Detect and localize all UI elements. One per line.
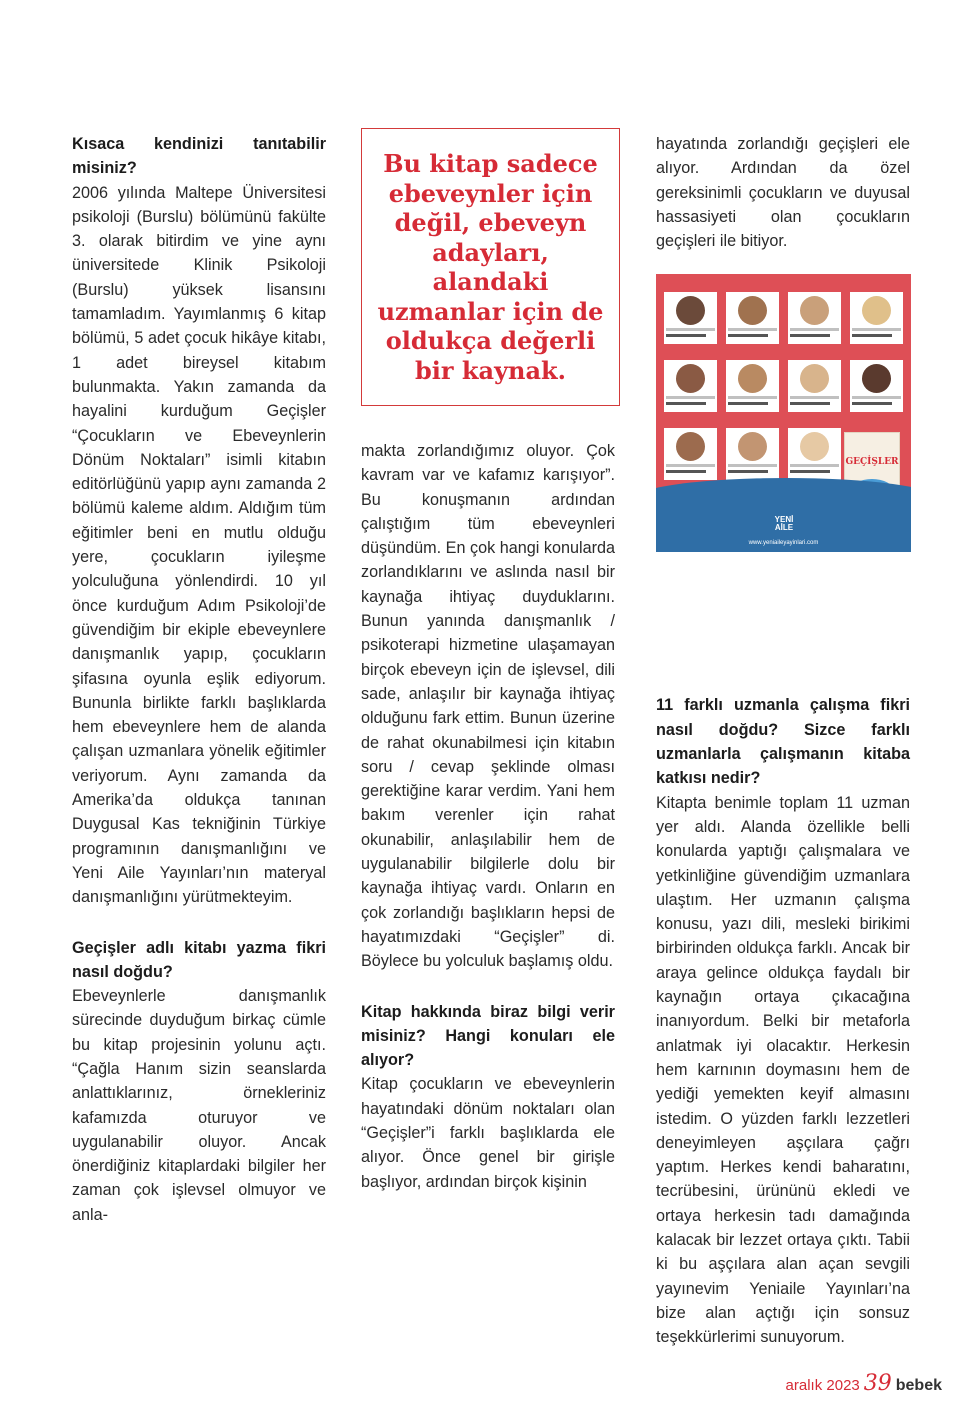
pull-quote: Bu kitap sadece ebeveynler için değil, ebeveyn adayları, alandaki uzmanlar için de oldukça değerli bir kaynak.: [377, 149, 604, 385]
caption-line: [790, 470, 830, 473]
caption-line: [728, 396, 777, 399]
caption-line: [852, 402, 892, 405]
caption-line: [790, 328, 839, 331]
expert-photo: [738, 432, 767, 461]
publisher-logo: [768, 516, 800, 532]
question-heading: 11 farklı uzmanla çalışma fikri nasıl doğdu? Sizce farklı uzmanlarla çalışmanın kitaba katkısı nedir?: [656, 696, 910, 788]
expert-card: [850, 360, 903, 412]
caption-line: [728, 464, 777, 467]
logo-line: AİLE: [774, 523, 794, 532]
caption-line: [852, 334, 892, 337]
answer-paragraph: Ebeveynlerle danışmanlık sürecinde duyduğum birkaç cümle bu kitap projesinin yolunu açtı. “Çağla Hanım sizin seanslarda anlattıklarınız, örnekleriniz kafamızda oturuyor ve uygulanabilir oluyor. Ancak önerdiğiniz kitaplardaki bilgiler her zaman çok işlevsel olmuyor ve anla-: [72, 987, 326, 1224]
question-heading: Geçişler adlı kitabı yazma fikri nasıl doğdu?: [72, 938, 326, 981]
question-heading: Kısaca kendinizi tanıtabilir misiniz?: [72, 135, 326, 178]
expert-card: [664, 428, 717, 480]
expert-card: [726, 292, 779, 344]
publisher-website: www.yeniaileyayinlari.com: [748, 540, 819, 546]
caption-line: [666, 328, 715, 331]
caption-line: [728, 334, 768, 337]
expert-card: [788, 292, 841, 344]
expert-card: [850, 292, 903, 344]
caption-line: [728, 402, 768, 405]
book-title: GEÇİŞLER: [845, 457, 899, 467]
expert-photo: [862, 364, 891, 393]
expert-card: [788, 428, 841, 480]
expert-card: [788, 360, 841, 412]
expert-photo: [800, 364, 829, 393]
pull-quote-box: [361, 128, 620, 406]
magazine-brand: bebek: [895, 1377, 942, 1394]
expert-photo: [738, 364, 767, 393]
caption-line: [852, 396, 901, 399]
expert-photo: [676, 432, 705, 461]
answer-paragraph: hayatında zorlandığı geçişleri ele alıyor. Ardından da özel gereksinimli çocukların ve duyusal hassasiyeti olan çocukların geçişleri ile bitiyor.: [656, 135, 910, 251]
column-middle: [361, 439, 615, 1194]
answer-paragraph: Kitapta benimle toplam 11 uzman yer aldı. Alanda özellikle belli konularda yaptığı çalışmalara ve yetkinliğine güvendiğim uzmanlara ulaştım. Her uzmanın çalışma konusu, yazı dili, mesleki birikimi birbirinden oldukça farklı. Ancak bir araya gelince oldukça faydalı bir kaynağın ortaya çıkacağına inanıyordum. Belki bir metaforla anlatmak iyi olacaktır. Herkesin hem karnının doymasını hem de yediği yemekten keyif almasını istedim. O yüzden farklı lezzetleri deneyimleyen aşçılara çağrı yaptım. Herkes kendi baharatını, tecrübesini, ürününü ekledi ve ortaya herkesin tadı damağında kalacak bir lezzet ortaya çıktı. Tabii ki bu aşçılara alan açan sevgili yayınevim Yeniaile Yayınları’na bize alan açtığı için sonsuz teşekkürlerimi sunuyorum.: [656, 793, 910, 1347]
expert-photo: [738, 296, 767, 325]
expert-photo: [676, 364, 705, 393]
expert-card: [664, 360, 717, 412]
caption-line: [790, 464, 839, 467]
issue-date: aralık 2023: [785, 1377, 860, 1394]
answer-paragraph: 2006 yılında Maltepe Üniversitesi psikoloji (Burslu) bölümünü fakülte 3. olarak bitirdim ve yine aynı üniversitede Klinik Psikoloji (Burslu) yüksek lisansını tamamladım. Yayımlanmış 6 kitap bölümü, 5 adet çocuk hikâye kitabı, 1 adet bireysel kitabım bulunmakta. Yakın zamanda da hayalini kurduğum Geçişler “Çocukların ve Ebeveynlerin Dönüm Noktaları” isimli kitabın editörlüğünü yapıp aynı zamanda 2 bölümü kaleme aldım. Aldığım tüm eğitimler beni en mutlu olduğu yere, çocukların iyileşme yolculuğuna yönlendirdi. 10 yıl önce kurduğum Adım Psikoloji’de güvendiğim bir ekiple ebeveynlere danışmanlık yapıp, çocukların şifasına oyunla eşlik ediyorum. Bununla birlikte farklı başlıklarda hem ebeveynlere hem de alanda çalışan uzmanlara yönelik eğitimler veriyorum. Aynı zamanda da Amerika’da oldukça tanınan Duygusal Kas tekniğinin Türkiye programının danışmanlığını ve Yeni Aile Yayınları’nın materyal danışmanlığını yürütmekteyim.: [72, 183, 326, 907]
expert-photo: [800, 432, 829, 461]
caption-line: [666, 334, 706, 337]
question-heading: Kitap hakkında biraz bilgi verir misiniz? Hangi konuları ele alıyor?: [361, 1002, 615, 1070]
caption-line: [666, 470, 706, 473]
caption-line: [666, 464, 715, 467]
caption-line: [852, 328, 901, 331]
answer-paragraph: Kitap çocukların ve ebeveynlerin hayatındaki dönüm noktaları olan “Geçişler”i farklı başlıklarda ele alıyor. Önce genel bir girişle başlıyor, ardından birçok kişinin: [361, 1075, 615, 1191]
caption-line: [728, 470, 768, 473]
expert-photo: [862, 296, 891, 325]
caption-line: [790, 402, 830, 405]
expert-card: [726, 428, 779, 480]
page-number: 39: [863, 1371, 892, 1396]
expert-card: [664, 292, 717, 344]
answer-paragraph: makta zorlandığımız oluyor. Çok kavram var ve kafamız karışıyor”. Bu konuşmanın ardından çalıştığım tüm ebeveynleri düşündüm. En çok hangi konularda zorlandıklarını ve aslında nasıl bir kaynağa ihtiyaç duyduklarını. Bunun yanında danışmanlık / psikoterapi hizmetine ulaşamayan birçok ebeveyn için de işlevsel, dili sade, anlaşılır bir kaynağa ihtiyaç olduğunu fark ettim. Bunun üzerine de rahat okunabilmesi için kitabın soru / cevap şeklinde olması gerektiğine karar verdim. Yani hem bakım verenler için rahat okunabilir, anlaşılabilir hem de uygulanabilir bilgilerle dolu bir kaynağa ihtiyaç vardı. Onların en çok zorlandığı başlıkların hepsi de hayatımızdaki “Geçişler” di. Böylece bu yolculuk başlamış oldu.: [361, 442, 615, 971]
caption-line: [790, 334, 830, 337]
expert-photo: [676, 296, 705, 325]
caption-line: [790, 396, 839, 399]
expert-card: [726, 360, 779, 412]
caption-line: [666, 396, 715, 399]
expert-photo: [800, 296, 829, 325]
caption-line: [666, 402, 706, 405]
book-promo-image: [656, 274, 911, 552]
page-footer: [786, 1371, 942, 1396]
logo-line: YENİ: [774, 515, 794, 524]
column-left: [72, 132, 326, 1227]
caption-line: [728, 328, 777, 331]
